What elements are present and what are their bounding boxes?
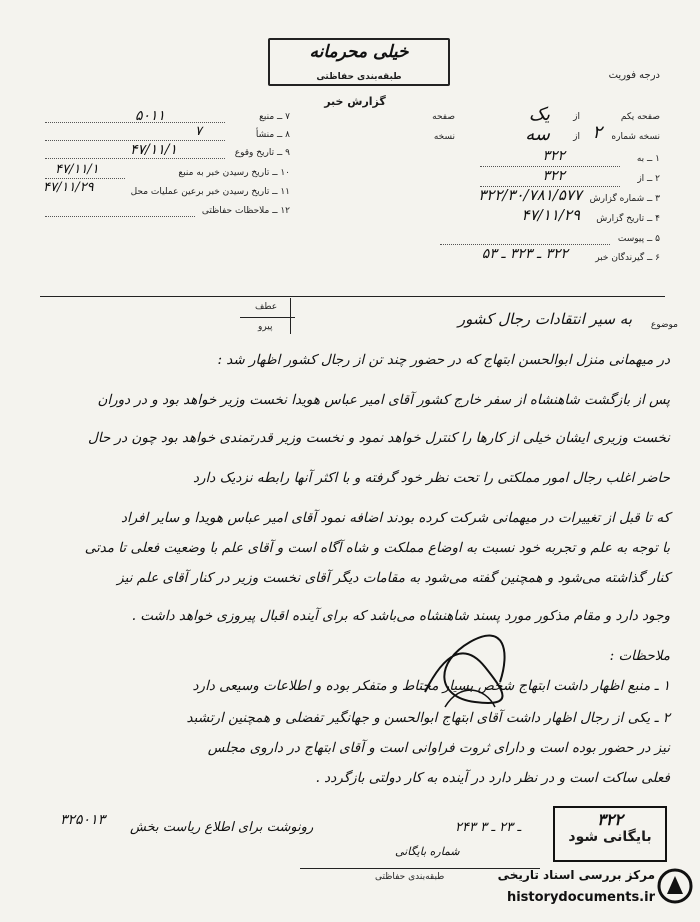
archive-stamp-text: بایگانی شود bbox=[568, 829, 652, 845]
watermark-url: historydocuments.ir bbox=[506, 890, 655, 905]
recipients-label: ۶ ــ گیرندگان خبر bbox=[595, 253, 660, 263]
body-line: کنار گذاشته می‌شود و همچنین گفته می‌شود به مقامات دیگر آقای نخست وزیر در کنار آقای علم نیز bbox=[117, 570, 670, 586]
divider-ref bbox=[290, 298, 291, 334]
body-line: حاضر اغلب رجال امور مملکتی را تحت نظر خود گرفته و با اکثر آنها رابطه نزدیک دارد bbox=[193, 470, 670, 486]
field-security-notes-label: ۱۲ ــ ملاحظات حفاظتی bbox=[201, 206, 290, 216]
from-label: ۲ ــ از bbox=[637, 174, 660, 184]
field-origin-value: ۷ bbox=[195, 124, 202, 139]
body-line: پس از بازگشت شاهنشاه از سفر خارج کشور آقای امیر عباس هویدا نخست وزیر خواهد بود و در دوران bbox=[97, 392, 670, 408]
field-received-ops-value: ۴۷/۱۱/۲۹ bbox=[43, 180, 94, 195]
page-word: صفحه bbox=[432, 112, 455, 122]
page-from: از bbox=[573, 112, 580, 122]
priority-label: درجه فوریت bbox=[608, 70, 660, 81]
copy-note-number: ۳۲۵۰۱۳ bbox=[60, 812, 106, 828]
copy-note: رونوشت برای اطلاع ریاست بخش bbox=[130, 820, 314, 835]
report-date-value: ۴۷/۱۱/۲۹ bbox=[521, 206, 580, 224]
copy-from: از bbox=[573, 132, 580, 142]
field-origin-label: ۸ ــ منشأ bbox=[255, 130, 290, 140]
copy-total: سه bbox=[525, 124, 550, 145]
page-value: یک bbox=[528, 104, 550, 125]
signature-scribble bbox=[415, 612, 525, 722]
field-event-date-label: ۹ ــ تاریخ وقوع bbox=[234, 148, 290, 158]
classification-label: طبقه‌بندی حفاظتی bbox=[316, 72, 402, 82]
body-line: ۱ ـ منبع اظهار داشت ابتهاج شخص بسیار محتاط و متفکر بوده و اطلاعات وسیعی دارد bbox=[192, 678, 670, 694]
body-line: نیز در حضور بوده است و دارای ثروت فراوانی است و آقای ابتهاج در داروی مجلس bbox=[207, 740, 670, 756]
field-received-source-label: ۱۰ ــ تاریخ رسیدن خبر به منبع bbox=[178, 168, 290, 178]
reference-number: ۲۴۳ ـ ۲۳ ـ ۳ bbox=[455, 820, 522, 835]
subject-label: موضوع bbox=[650, 320, 678, 330]
subject-value: به سیر انتقادات رجال کشور bbox=[457, 310, 632, 328]
body-line: که تا قبل از تغییرات در میهمانی شرکت کرده بودند اضافه نمود آقای امیر عباس هویدا و سایر افراد bbox=[120, 510, 670, 526]
field-source-value: ۵۰۱۱ bbox=[135, 108, 166, 124]
report-number-value: ۳۲۲/۳۰/۷۸۱/۵۷۷ bbox=[478, 186, 582, 204]
to-value: ۳۲۲ bbox=[542, 148, 565, 164]
report-number-label: ۳ ــ شماره گزارش bbox=[589, 194, 660, 204]
watermark-logo-icon bbox=[657, 866, 693, 906]
divider-ref-mid bbox=[240, 317, 295, 318]
report-date-label: ۴ ــ تاریخ گزارش bbox=[596, 214, 660, 224]
attachment-label: ۵ ــ پیوست bbox=[617, 234, 660, 244]
watermark bbox=[470, 860, 695, 918]
left-fields bbox=[43, 108, 290, 220]
field-source-label: ۷ ــ منبع bbox=[259, 112, 290, 122]
recipients-value: ۳۲۲ ـ ۳۲۳ ـ ۵۳ bbox=[481, 246, 568, 262]
copy-label: نسخه شماره bbox=[611, 132, 660, 142]
to-label: ۱ ــ به bbox=[636, 154, 660, 164]
page-label: صفحه یکم bbox=[620, 112, 660, 122]
copy-word: نسخه bbox=[433, 132, 455, 142]
classification-handwritten: خیلی محرمانه bbox=[309, 42, 409, 62]
body-line: فعلی ساکت است و در نظر دارد در آینده به کار دولتی بازگردد . bbox=[315, 770, 670, 786]
footer-classification: طبقه‌بندی حفاظتی bbox=[375, 872, 445, 882]
body-line: نخست وزیری ایشان خیلی از کارها را کنترل خواهد نمود و نخست وزیر قدرتمندی خواهد بود چون در حال bbox=[88, 430, 670, 446]
body-line: با توجه به علم و تجربه خود نسبت به اوضاع مملکت و شاه آگاه است و آقای علم با وضعیت فعلی تا مدتی bbox=[84, 540, 670, 556]
watermark-title: مرکز بررسی اسناد تاریخی bbox=[497, 868, 655, 882]
field-received-ops-label: ۱۱ ــ تاریخ رسیدن خبر برعین عملیات محل bbox=[130, 187, 290, 197]
archive-stamp-number: ۳۲۲ bbox=[597, 810, 623, 829]
from-value: ۳۲۲ bbox=[542, 168, 565, 184]
field-received-source-value: ۴۷/۱۱/۱ bbox=[55, 162, 99, 177]
report-title: گزارش خبر bbox=[324, 95, 386, 108]
divider-top bbox=[40, 296, 665, 297]
archive-number-label: شماره بایگانی bbox=[395, 845, 460, 858]
classification-stamp bbox=[268, 38, 450, 86]
body-line: ملاحظات : bbox=[609, 648, 670, 664]
body-line: وجود دارد و مقام مذکور مورد پسند شاهنشاه می‌باشد که برای آینده اقبال پیروزی خواهد داشت . bbox=[131, 608, 670, 624]
archive-stamp bbox=[553, 806, 667, 862]
body-line: در میهمانی منزل ابوالحسن ابتهاج که در حضور چند تن از رجال کشور اظهار شد : bbox=[217, 352, 670, 368]
field-event-date-value: ۴۷/۱۱/۱ bbox=[130, 142, 178, 158]
ref-atf: عطف bbox=[255, 302, 278, 312]
ref-peyro: پیرو bbox=[258, 322, 273, 332]
right-fields bbox=[420, 104, 660, 270]
copy-value: ۲ bbox=[592, 122, 602, 143]
body-line: ۲ ـ یکی از رجال اظهار داشت آقای ابتهاج ابوالحسن و جهانگیر تفضلی و همچنین ارتشبد bbox=[186, 710, 670, 726]
